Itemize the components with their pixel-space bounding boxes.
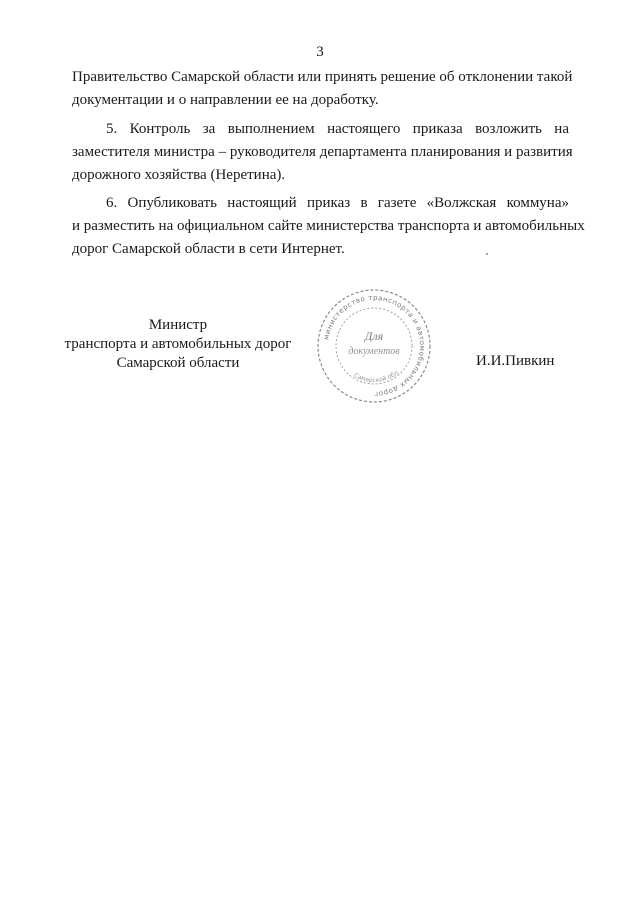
paragraph-item-5	[72, 118, 573, 187]
text-line: дорожного хозяйства (Неретина).	[72, 167, 286, 183]
page-number: 3	[316, 44, 324, 60]
paragraph-item-6	[72, 192, 585, 261]
scan-speck	[486, 253, 488, 255]
stamp-center-line: документов	[348, 346, 400, 357]
text-line: Правительство Самарской области или принять решение об отклонении такой	[72, 69, 573, 85]
signature-title	[60, 316, 296, 373]
signatory-name: И.И.Пивкин	[476, 353, 555, 369]
text-line: дорог Самарской области в сети Интернет.	[72, 241, 345, 257]
official-stamp	[314, 286, 434, 406]
text-line: 5. Контроль за выполнением настоящего приказа возложить на	[106, 121, 569, 137]
paragraph-continuation	[72, 66, 573, 112]
signature-title-line: Министр	[148, 317, 208, 333]
text-line: и разместить на официальном сайте министерства транспорта и автомобильных	[72, 218, 585, 234]
signature-title-line: Самарской области	[116, 355, 240, 371]
signature-title-line: транспорта и автомобильных дорог	[64, 336, 292, 352]
text-line: документации и о направлении ее на доработку.	[72, 92, 379, 108]
stamp-ring-text: министерство транспорта и автомобильных дорог	[322, 293, 427, 399]
text-line: заместителя министра – руководителя департамента планирования и развития	[72, 144, 573, 160]
stamp-bottom-text: Самарской обл.	[352, 368, 402, 385]
stamp-center-line: Для	[364, 329, 384, 343]
text-line: 6. Опубликовать настоящий приказ в газете «Волжская коммуна»	[106, 195, 569, 211]
